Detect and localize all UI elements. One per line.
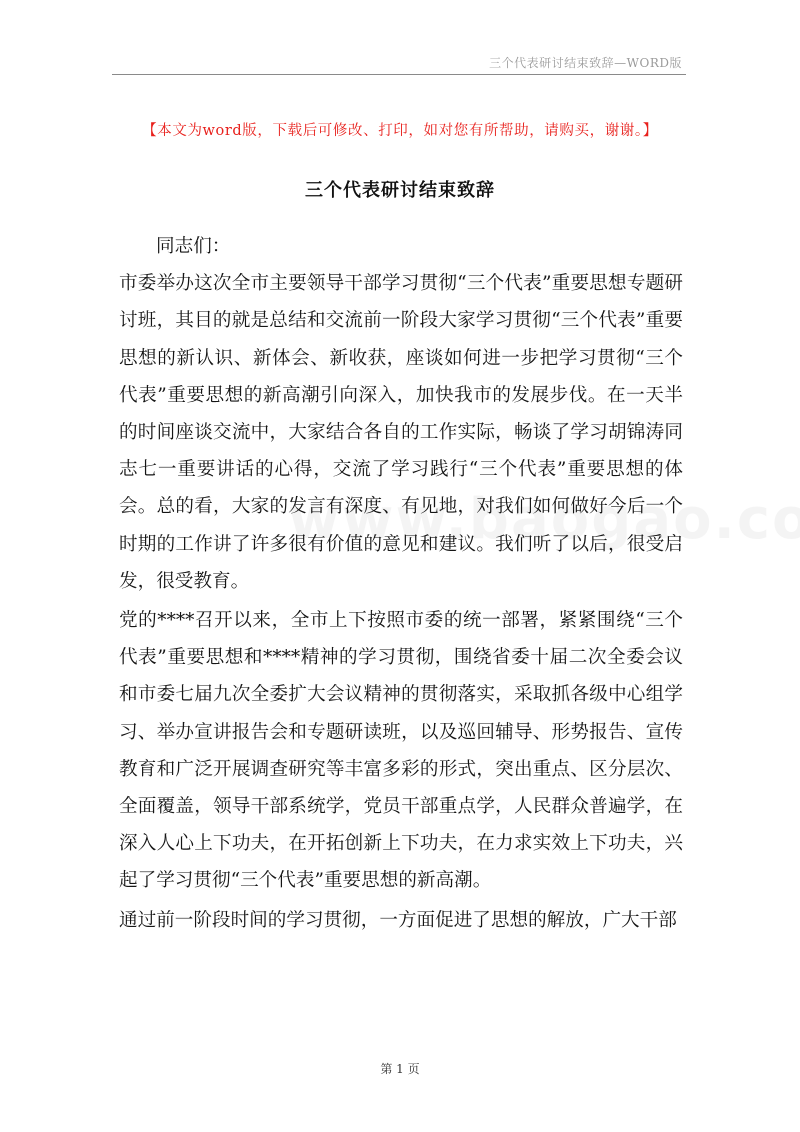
document-title: 三个代表研讨结束致辞 <box>305 180 495 201</box>
purchase-notice: 【本文为word版，下载后可修改、打印，如对您有所帮助，请购买，谢谢。】 <box>142 123 658 139</box>
paragraph: 党的****召开以来，全市上下按照市委的统一部署，紧紧围绕“三个代表”重要思想和****精神的学习贯彻，围绕省委十届二次全委会议和市委七届九次全委扩大会议精神的贯彻落实，采取抓各级中心组学习、举办宣讲报告会和专题研读班，以及巡回辅导、形势报告、宣传教育和广泛开展调查研究等丰富多彩的形式，突出重点、区分层次、全面覆盖，领导干部系统学，党员干部重点学，人民群众普遍学，在深入人心上下功夫，在开拓创新上下功夫，在力求实效上下功夫，兴起了学习贯彻“三个代表”重要思想的新高潮。 <box>119 610 683 892</box>
page-number: 第 1 页 <box>380 1062 420 1076</box>
running-title: 三个代表研讨结束致辞—WORD版 <box>489 56 682 70</box>
paragraph: 通过前一阶段时间的学习贯彻，一方面促进了思想的解放，广大干部 <box>119 909 677 931</box>
paragraph: 市委举办这次全市主要领导干部学习贯彻“三个代表”重要思想专题研讨班，其目的就是总结和交流前一阶段大家学习贯彻“三个代表”重要思想的新认识、新体会、新收获，座谈如何进一步把学习贯彻“三个代表”重要思想的新高潮引向深入，加快我市的发展步伐。在一天半的时间座谈交流中，大家结合各自的工作实际，畅谈了学习胡锦涛同志七一重要讲话的心得，交流了学习践行“三个代表”重要思想的体会。总的看，大家的发言有深度、有见地，对我们如何做好今后一个时期的工作讲了许多很有价值的意见和建议。我们听了以后，很受启发，很受教育。 <box>119 273 683 592</box>
header-rule <box>112 74 686 75</box>
document-body <box>119 228 683 941</box>
salutation: 同志们： <box>156 236 231 257</box>
